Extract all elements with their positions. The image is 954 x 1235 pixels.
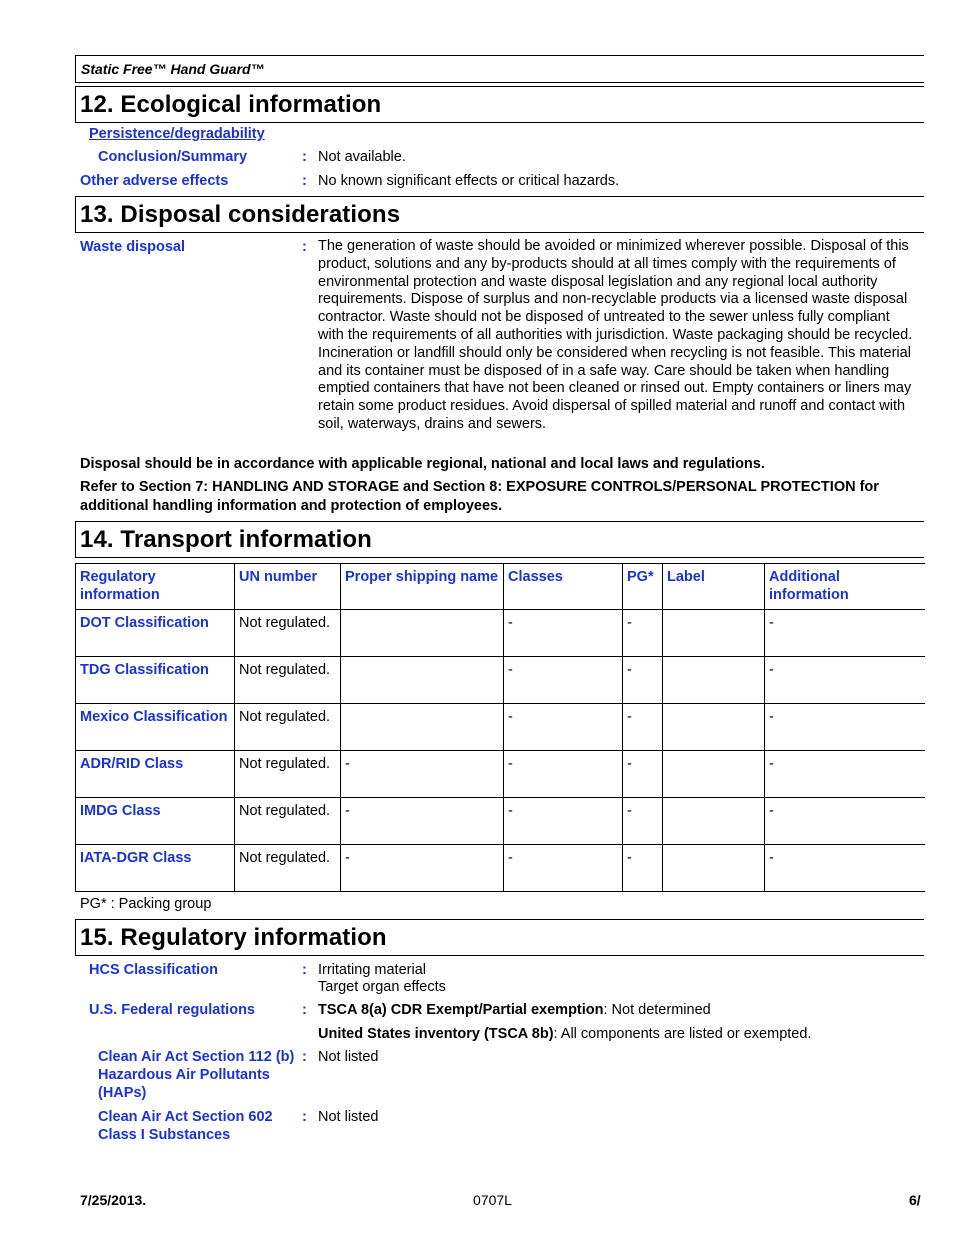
table-cell [663,704,765,751]
tsca-8b-line [318,1025,811,1043]
row-label: DOT Classification [76,610,235,657]
table-cell: - [341,751,504,798]
table-cell: - [341,845,504,892]
table-cell: Not regulated. [235,751,341,798]
table-cell: - [765,704,925,751]
disposal-note: Disposal should be in accordance with applicable regional, national and local laws and regulations. [80,456,765,472]
footer-page-number: 6/ [909,1192,921,1208]
table-cell: Not regulated. [235,704,341,751]
section-15-heading [75,919,924,956]
tsca-8a-value: : Not determined [603,1002,711,1018]
table-cell: - [765,610,925,657]
table-cell [663,610,765,657]
table-cell [663,845,765,892]
product-header [75,55,924,83]
table-cell: - [623,657,663,704]
tsca-8b-value: : All components are listed or exempted. [553,1026,812,1042]
column-header: Proper shipping name [341,564,504,610]
hcs-classification-label: HCS Classification [89,962,218,978]
table-cell [663,657,765,704]
conclusion-label: Conclusion/Summary [98,149,248,165]
table-cell: - [504,798,623,845]
transport-table [75,563,925,892]
footer-date: 7/25/2013. [80,1192,147,1208]
clean-air-act-602-label: Clean Air Act Section 602 Class I Substances [98,1109,273,1143]
row-label: ADR/RID Class [76,751,235,798]
table-cell: - [623,798,663,845]
table-cell [341,610,504,657]
section-14-title: 14. Transport information [80,526,372,553]
hcs-value-2: Target organ effects [318,979,446,995]
table-row [76,798,925,845]
product-name: Static Free™ Hand Guard™ [81,61,265,77]
table-cell: - [504,657,623,704]
waste-disposal-label: Waste disposal [80,239,186,255]
section-12-heading [75,86,924,123]
row-label: Mexico Classification [76,704,235,751]
table-cell: - [623,751,663,798]
table-row [76,657,925,704]
tsca-8b-label: United States inventory (TSCA 8b) [318,1026,554,1042]
clean-air-act-112-value: Not listed [318,1049,379,1065]
table-row [76,845,925,892]
packing-group-footnote: PG* : Packing group [80,896,212,912]
colon: : [302,1109,307,1125]
table-cell [341,657,504,704]
refer-note: Refer to Section 7: HANDLING AND STORAGE and Section 8: EXPOSURE CONTROLS/PERSONAL PROTECTION for additional handling information and protection of employees. [80,479,879,514]
table-cell: - [341,798,504,845]
row-label: IATA-DGR Class [76,845,235,892]
colon: : [302,962,307,978]
column-header: UN number [235,564,341,610]
waste-disposal-value: The generation of waste should be avoided or minimized wherever possible. Disposal of this product, solutions and any by-products should at all times comply with the requirements of environmental protection and waste disposal legislation and any regional local authority requirements. Dispose of surplus and non-recyclable products via a licensed waste disposal contractor. Waste should not be disposed of untreated to the sewer unless fully compliant with the requirements of all authorities with jurisdiction. Waste packaging should be recycled. Incineration or landfill should only be considered when recycling is not feasible. This material and its container must be disposed of in a safe way. Care should be taken when handling emptied containers that have not been cleaned or rinsed out. Empty containers or liners may retain some product residues. Avoid dispersal of spilled material and runoff and contact with soil, waterways, drains and sewers. [318,238,913,432]
row-label: TDG Classification [76,657,235,704]
table-row [76,751,925,798]
column-header: Classes [504,564,623,610]
table-cell: - [623,845,663,892]
table-cell [663,751,765,798]
tsca-8a-line [318,1001,711,1019]
row-label: IMDG Class [76,798,235,845]
column-header: Regulatory information [76,564,235,610]
table-row [76,704,925,751]
table-cell: - [765,798,925,845]
table-cell: Not regulated. [235,657,341,704]
colon: : [302,1002,307,1018]
table-cell: Not regulated. [235,610,341,657]
table-cell: Not regulated. [235,798,341,845]
tsca-8a-label: TSCA 8(a) CDR Exempt/Partial exemption [318,1002,604,1018]
table-cell: - [623,704,663,751]
colon: : [302,239,307,255]
clean-air-act-112-label: Clean Air Act Section 112 (b) Hazardous Air Pollutants (HAPs) [98,1049,295,1101]
hcs-value-1: Irritating material [318,962,426,978]
column-header: PG* [623,564,663,610]
colon: : [302,149,307,165]
other-effects-value: No known significant effects or critical hazards. [318,173,620,189]
section-13-title: 13. Disposal considerations [80,201,401,228]
colon: : [302,173,307,189]
footer-code: 0707L [473,1192,512,1208]
table-cell [663,798,765,845]
table-cell: - [623,610,663,657]
column-header: Label [663,564,765,610]
table-cell: - [765,751,925,798]
table-cell: - [765,845,925,892]
persistence-link[interactable]: Persistence/degradability [89,126,265,142]
table-row [76,610,925,657]
federal-regulations-label: U.S. Federal regulations [89,1002,255,1018]
conclusion-value: Not available. [318,149,406,165]
table-cell [341,704,504,751]
section-14-heading [75,521,924,558]
table-header-row [76,564,925,610]
clean-air-act-602-value: Not listed [318,1109,379,1125]
section-13-heading [75,196,924,233]
table-cell: - [765,657,925,704]
section-15-title: 15. Regulatory information [80,924,387,951]
table-cell: - [504,610,623,657]
table-cell: - [504,704,623,751]
section-12-title: 12. Ecological information [80,91,382,118]
colon: : [302,1049,307,1065]
other-effects-label: Other adverse effects [80,173,229,189]
table-cell: Not regulated. [235,845,341,892]
table-cell: - [504,845,623,892]
column-header: Additional information [765,564,925,610]
table-cell: - [504,751,623,798]
